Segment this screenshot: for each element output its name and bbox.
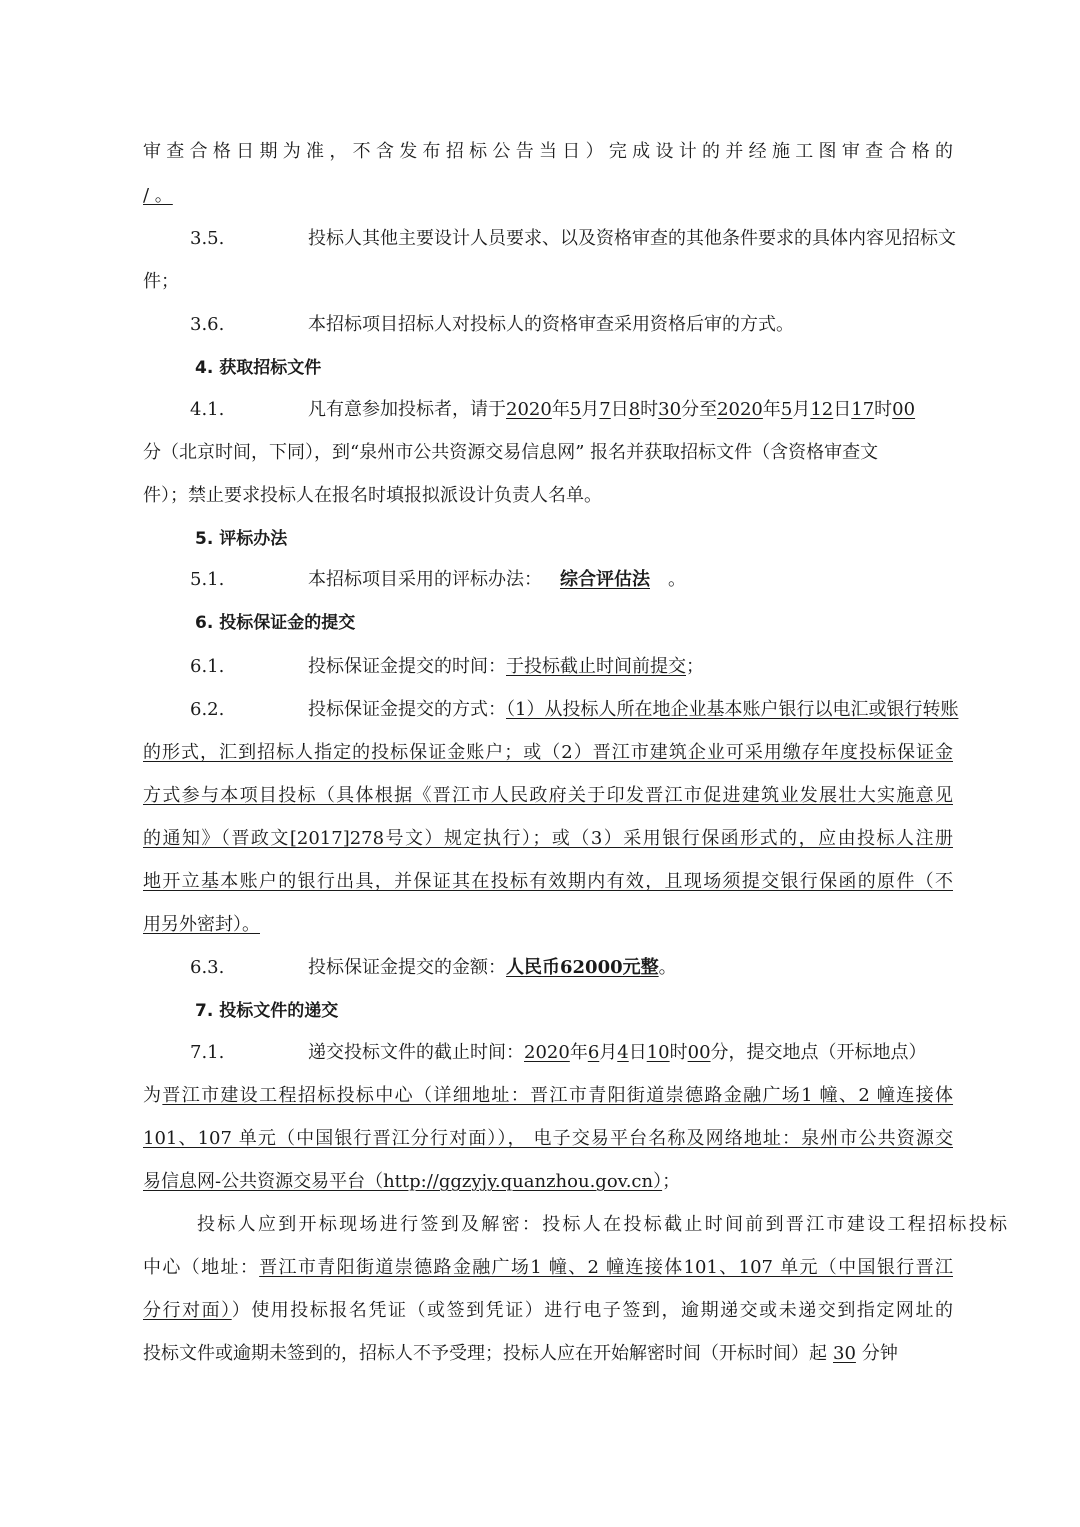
signin-paragraph-line2 xyxy=(143,1256,953,1280)
start-day: 7 xyxy=(599,399,611,420)
clause-7-1-line4 xyxy=(143,1170,953,1194)
end-minute: 00 xyxy=(892,399,916,420)
signin-address: 晋江市青阳街道崇德路金融广场1 幢、2 幢连接体101、107 单元（中国银行晋江 xyxy=(259,1257,953,1278)
clause-6-2-line5 xyxy=(143,870,953,894)
clause-6-1 xyxy=(143,655,1000,679)
deposit-method-cont: 的通知》（晋政文[2017]278号文）规定执行）；或（3）采用银行保函形式的，应由投标人注册 xyxy=(143,828,953,849)
clause-number: 3.5. xyxy=(190,228,225,249)
clause-number: 6.2. xyxy=(190,699,225,720)
clause-text: 投标保证金提交的方式： xyxy=(308,699,506,720)
end-hour: 17 xyxy=(851,399,875,420)
clause-4-1-line3: 件）；禁止要求投标人在报名时填报拟派设计负责人名单。 xyxy=(143,485,602,506)
punct: 。 xyxy=(668,569,686,590)
clause-text: 为 xyxy=(143,1085,163,1106)
clause-6-2 xyxy=(143,698,1000,722)
clause-text: 投标保证金提交的时间： xyxy=(308,656,506,677)
platform-url: 易信息网-公共资源交易平台（http://ggzyjy.quanzhou.gov.cn） xyxy=(143,1171,663,1192)
evaluation-method: 综合评估法 xyxy=(560,569,650,590)
clause-6-2-line4 xyxy=(143,827,953,851)
unit: 分至 xyxy=(681,399,718,420)
unit: 年 xyxy=(569,1042,588,1063)
clause-5-1 xyxy=(143,568,1000,592)
clause-text: 投标保证金提交的金额： xyxy=(308,957,506,978)
clause-6-2-line2 xyxy=(143,741,953,765)
clause-number: 7.1. xyxy=(190,1042,225,1063)
clause-text: 本招标项目招标人对投标人的资格审查采用资格后审的方式。 xyxy=(308,314,794,335)
clause-text: 本招标项目采用的评标办法： xyxy=(308,569,542,590)
clause-6-3 xyxy=(143,956,1000,980)
end-month: 5 xyxy=(780,399,793,420)
clause-text: ）使用投标报名凭证（或签到凭证）进行电子签到，逾期递交或未递交到指定网址的 xyxy=(231,1300,954,1321)
unit: 时 xyxy=(640,399,659,420)
signin-address-cont: 分行对面） xyxy=(143,1300,232,1321)
unit: 月 xyxy=(581,399,600,420)
clause-4-1 xyxy=(143,398,1000,422)
clause-4-1-line2: 分（北京时间，下同），到“泉州市公共资源交易信息网” 报名并获取招标文件（含资格审查文 xyxy=(143,442,879,463)
clause-number: 6.1. xyxy=(190,656,225,677)
section-heading-7: 7. 投标文件的递交 xyxy=(195,1001,339,1021)
clause-text: 投标文件或逾期未签到的，招标人不予受理；投标人应在开始解密时间（开标时间）起 xyxy=(143,1343,827,1364)
clause-number: 5.1. xyxy=(190,569,225,590)
clause-3-5-cont: 件； xyxy=(143,271,179,292)
clause-3-6 xyxy=(143,313,1000,337)
clause-text: 分，提交地点（开标地点） xyxy=(710,1042,927,1063)
clause-6-2-line3 xyxy=(143,784,953,808)
unit: 分钟 xyxy=(861,1343,898,1364)
signin-paragraph-line3 xyxy=(143,1299,953,1323)
clause-text: 凡有意参加投标者，请于 xyxy=(308,399,506,420)
unit: 日 xyxy=(833,399,852,420)
clause-number: 4.1. xyxy=(190,399,225,420)
clause-3-5 xyxy=(143,227,1000,251)
paragraph-continuation: 审查合格日期为准，不含发布招标公告当日）完成设计的并经施工图审查合格的 xyxy=(143,141,953,162)
deposit-method: （1）从投标人所在地企业基本账户银行以电汇或银行转账 xyxy=(506,699,959,720)
venue-address-cont: 101、107 单元（中国银行晋江分行对面））， 电子交易平台名称及网络地址：泉州市公共资源交 xyxy=(143,1128,953,1149)
decrypt-minutes: 30 xyxy=(833,1343,856,1364)
unit: 年 xyxy=(762,399,781,420)
clause-text: 递交投标文件的截止时间： xyxy=(308,1042,524,1063)
unit: 时 xyxy=(669,1042,688,1063)
deadline-minute: 00 xyxy=(687,1042,711,1063)
clause-7-1-line3 xyxy=(143,1127,953,1151)
end-day: 12 xyxy=(810,399,834,420)
clause-number: 3.6. xyxy=(190,314,225,335)
start-minute: 30 xyxy=(658,399,682,420)
deadline-day: 4 xyxy=(617,1042,629,1063)
section-heading-6: 6. 投标保证金的提交 xyxy=(195,613,356,633)
clause-text: 中心（地址： xyxy=(143,1257,260,1278)
deposit-amount: 人民币62000元整 xyxy=(506,957,659,978)
unit: 月 xyxy=(792,399,811,420)
deadline-year: 2020 xyxy=(524,1042,570,1063)
clause-6-2-line6 xyxy=(143,913,953,937)
punct: ； xyxy=(662,1171,681,1192)
signin-paragraph-line1: 投标人应到开标现场进行签到及解密：投标人在投标截止时间前到晋江市建设工程招标投标 xyxy=(197,1214,1007,1235)
section-heading-4: 4. 获取招标文件 xyxy=(195,358,322,378)
deposit-method-cont: 方式参与本项目投标（具体根据《晋江市人民政府关于印发晋江市促进建筑业发展壮大实施意见 xyxy=(143,785,953,806)
end-year: 2020 xyxy=(717,399,763,420)
start-year: 2020 xyxy=(506,399,552,420)
unit: 时 xyxy=(874,399,893,420)
unit: 日 xyxy=(610,399,629,420)
punct: 。 xyxy=(658,957,677,978)
section-heading-5: 5. 评标办法 xyxy=(195,529,288,549)
paragraph-continuation-blank xyxy=(143,184,953,208)
clause-number: 6.3. xyxy=(190,957,225,978)
deposit-method-cont: 用另外密封）。 xyxy=(143,914,260,935)
deposit-method-cont: 地开立基本账户的银行出具，并保证其在投标有效期内有效，且现场须提交银行保函的原件（不 xyxy=(143,871,953,892)
start-hour: 8 xyxy=(628,399,641,420)
punct: ； xyxy=(686,656,704,677)
clause-text: 投标人其他主要设计人员要求、以及资格审查的其他条件要求的具体内容见招标文 xyxy=(308,228,956,249)
unit: 月 xyxy=(599,1042,618,1063)
venue-address: 晋江市建设工程招标投标中心（详细地址：晋江市青阳街道崇德路金融广场1 幢、2 幢连接体 xyxy=(162,1085,954,1106)
deposit-time: 于投标截止时间前提交 xyxy=(506,656,686,677)
blank-field: / 。 xyxy=(143,185,173,206)
unit: 年 xyxy=(551,399,570,420)
start-month: 5 xyxy=(569,399,582,420)
clause-7-1 xyxy=(143,1041,1000,1065)
deadline-hour: 10 xyxy=(646,1042,670,1063)
deposit-method-cont: 的形式，汇到招标人指定的投标保证金账户；或（2）晋江市建筑企业可采用缴存年度投标保证金 xyxy=(143,742,953,763)
clause-7-1-line2 xyxy=(143,1084,953,1108)
signin-paragraph-line4 xyxy=(143,1342,953,1366)
unit: 日 xyxy=(628,1042,647,1063)
deadline-month: 6 xyxy=(587,1042,600,1063)
